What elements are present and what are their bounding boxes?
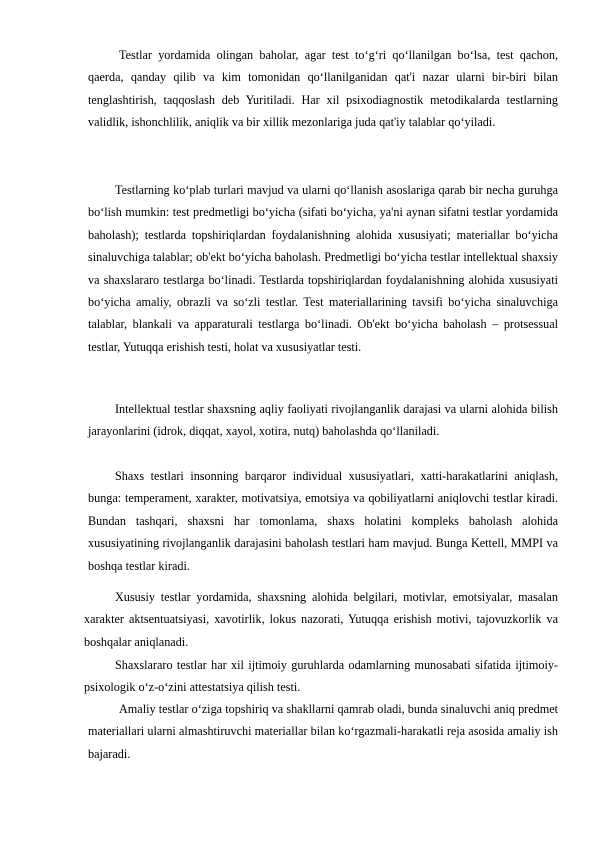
paragraph-private-tests: Xususiy testlar yordamida, shaxsning alohida belgilari, motivlar, emotsiyalar, masalan xarakter aktsentuatsiyasi, xavotirlik, lokus nazorati, Yutuqqa erishish motivi, tajovuzkorlik va boshqalar aniqlanadi.: [84, 590, 558, 649]
paragraph-interpersonal-tests: Shaxslararo testlar har xil ijtimoiy guruhlarda odamlarning munosabati sifatida ijtimoiy-psixologik o‘z-o‘zini attestatsiya qilish testi.: [84, 658, 558, 695]
paragraph-intellectual-tests: Intellektual testlar shaxsning aqliy faoliyati rivojlanganlik darajasi va ularni alohida bilish jarayonlarini (idrok, diqqat, xayol, xotira, nutq) baholashda qo‘llaniladi.: [88, 402, 558, 439]
paragraph-test-scores: Testlar yordamida olingan baholar, agar test to‘g‘ri qo‘llanilgan bo‘lsa, test qachon, qaerda, qanday qilib va kim tomonidan qo‘llanilganidan qat'i nazar ularni bir-biri bilan tenglashtirish, taqqoslash deb Yuritiladi. Har xil psixodiagnostik metodikalarda testlarning validlik, ishonchlilik, aniqlik va bir xillik mezonlariga juda qat'iy talablar qo‘yiladi.: [88, 48, 558, 130]
paragraph-practical-tests: Amaliy testlar o‘ziga topshiriq va shakllarni qamrab oladi, bunda sinaluvchi aniq predmet materiallari ularni almashtiruvchi materiallar bilan ko‘rgazmali-harakatli reja asosida amaliy ish bajaradi.: [88, 702, 558, 761]
paragraph-test-types: Testlarning ko‘plab turlari mavjud va ularni qo‘llanish asoslariga qarab bir necha guruhga bo‘lish mumkin: test predmetligi bo‘yicha (sifati bo‘yicha, ya'ni aynan sifatni testlar yordamida baholash); testlarda topshiriqlardan foydalanishning alohida xususiyati; materiallar bo‘yicha sinaluvchiga talablar; ob'ekt bo‘yicha baholash. Predmetligi bo‘yicha testlar intellektual shaxsiy va shaxslararo testlarga bo‘linadi. Testlarda topshiriqlardan foydalanishning alohida xususiyati bo‘yicha amaliy, obrazli va so‘zli testlar. Test materiallarining tavsifi bo‘yicha sinaluvchiga talablar, blankali va apparaturali testlarga bo‘linadi. Ob'ekt bo‘yicha baholash – protsessual testlar, Yutuqqa erishish testi, holat va xususiyatlar testi.: [88, 183, 558, 354]
paragraph-personality-tests: Shaxs testlari insonning barqaror individual xususiyatlari, xatti-harakatlarini aniqlash, bunga: temperament, xarakter, motivatsiya, emotsiya va qobiliyatlarni aniqlovchi testlar kiradi. Bundan tashqari, shaxsni har tomonlama, shaxs holatini kompleks baholash alohida xususiyatining rivojlanganlik darajasini baholash testlari ham mavjud. Bunga Kettell, MMPI va boshqa testlar kiradi.: [88, 469, 558, 573]
